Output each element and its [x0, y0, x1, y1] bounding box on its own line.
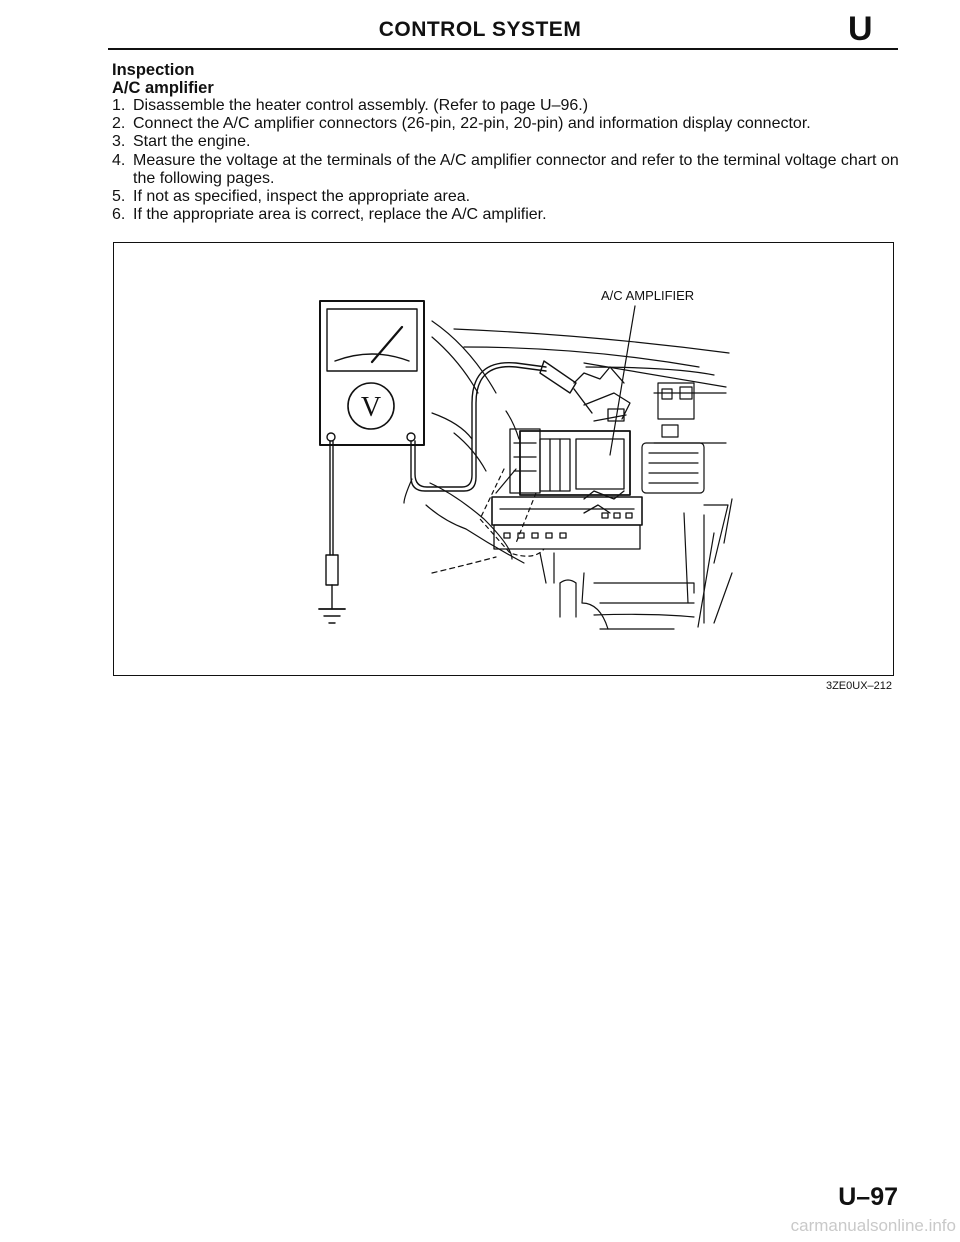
step-text: Measure the voltage at the terminals of the A/C amplifier connector and refer to the terminal voltage chart on the following pages. [133, 151, 899, 187]
step-number: 4. [112, 151, 126, 169]
header-rule [108, 48, 898, 50]
step-text: If not as specified, inspect the appropriate area. [133, 188, 471, 206]
step-number: 2. [112, 115, 126, 133]
step-item [112, 152, 902, 188]
section-letter: U [848, 10, 873, 48]
step-item [112, 97, 902, 115]
step-item [112, 133, 902, 151]
step-number: 6. [112, 206, 126, 224]
page-number: U–97 [838, 1183, 898, 1211]
procedure-steps [112, 97, 902, 224]
section-subheading: A/C amplifier [112, 79, 214, 97]
step-item [112, 115, 902, 133]
ground-lead [319, 441, 345, 623]
voltmeter-icon [320, 301, 424, 445]
callout-label: A/C AMPLIFIER [601, 288, 695, 303]
meter-symbol: V [360, 392, 382, 423]
step-text: If the appropriate area is correct, replace the A/C amplifier. [133, 206, 547, 224]
step-item [112, 206, 902, 224]
page-header-title: CONTROL SYSTEM [378, 18, 582, 41]
callout-leader [610, 306, 635, 455]
figure-frame [113, 242, 894, 676]
step-text: Disassemble the heater control assembly. (Refer to page U–96.) [133, 97, 589, 114]
step-item [112, 188, 902, 206]
figure-code: 3ZE0UX–212 [825, 680, 892, 692]
step-text: Start the engine. [133, 133, 251, 151]
step-text: Connect the A/C amplifier connectors (26-pin, 22-pin, 20-pin) and information display connector. [133, 115, 811, 133]
step-number: 1. [112, 97, 126, 114]
watermark-text: carmanualsonline.info [790, 1216, 956, 1235]
figure-illustration [114, 243, 892, 674]
ac-amplifier-unit [492, 367, 642, 549]
probe-lead [411, 361, 592, 491]
step-number: 3. [112, 133, 126, 151]
dashboard-outline [454, 329, 732, 629]
section-heading: Inspection [112, 61, 195, 79]
step-number: 5. [112, 188, 126, 206]
